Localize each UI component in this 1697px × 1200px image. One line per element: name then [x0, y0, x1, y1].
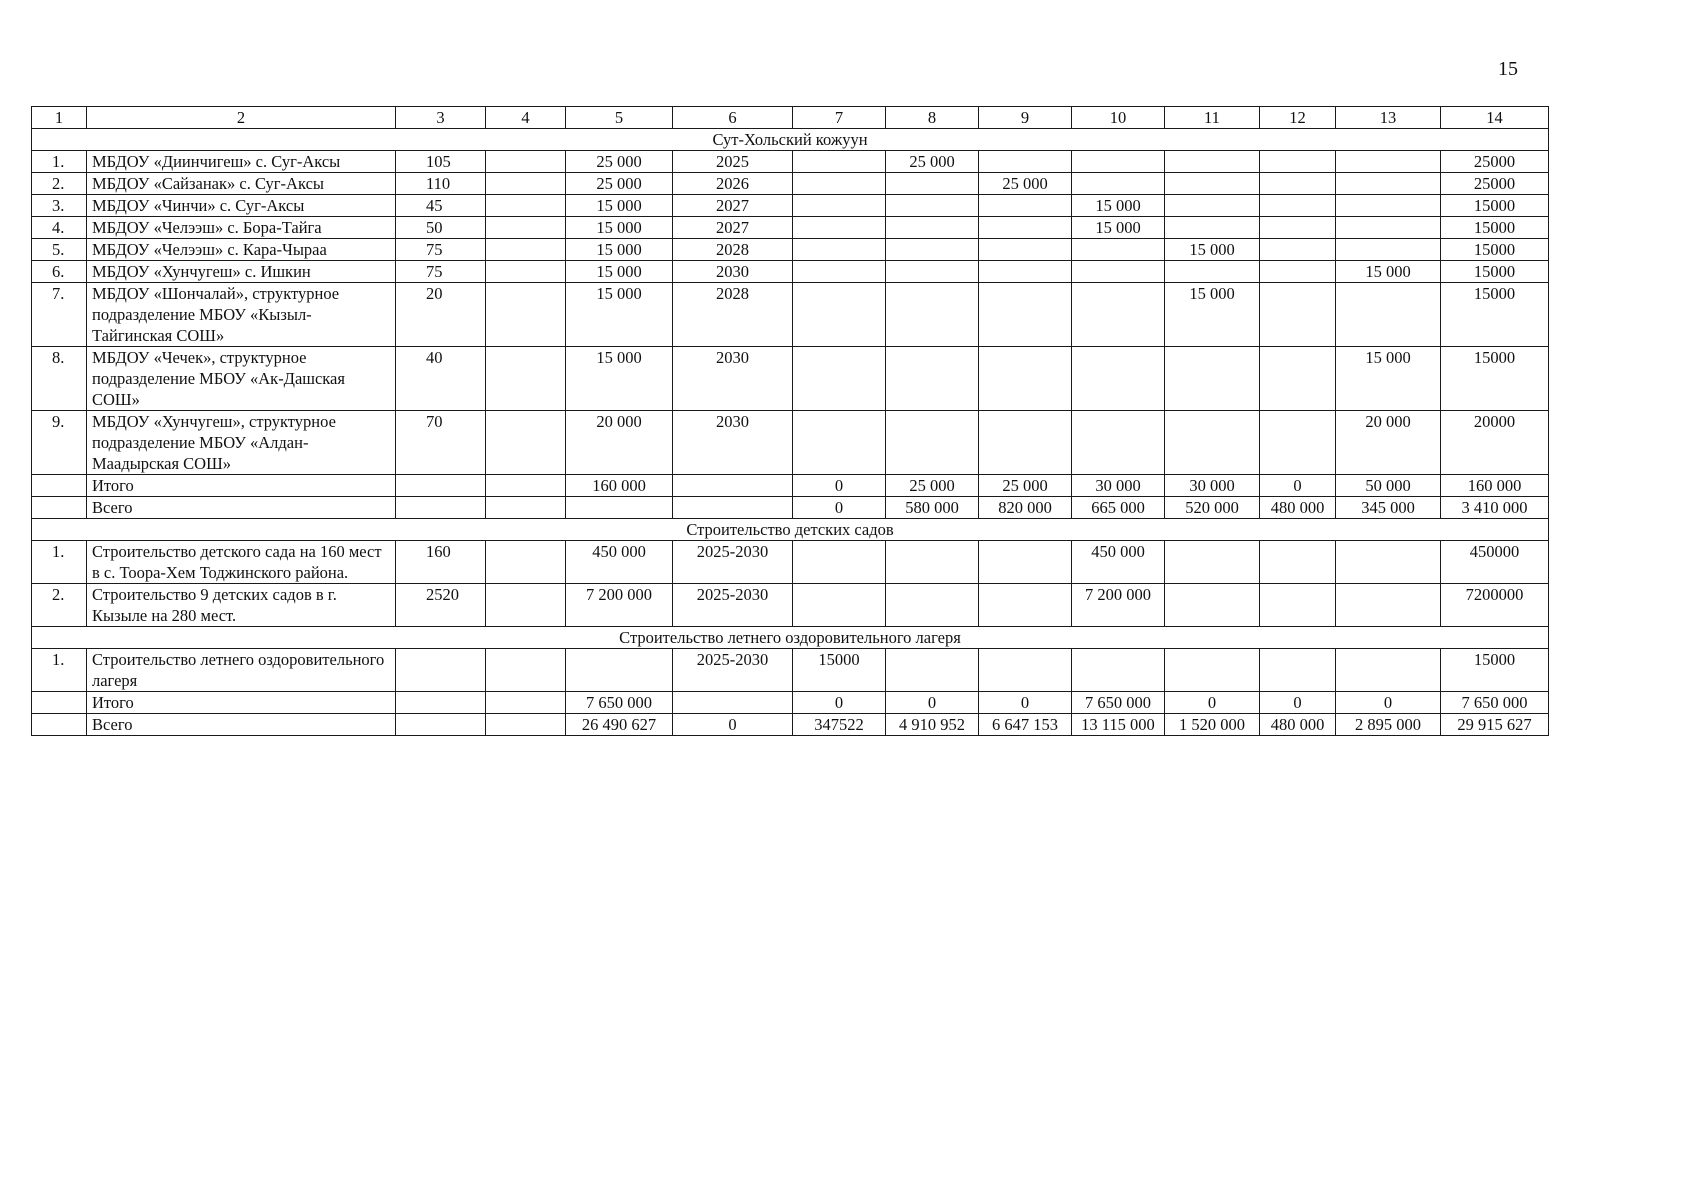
- cell-col-11: 15 000: [1165, 283, 1260, 347]
- cell-col-9: 820 000: [979, 497, 1072, 519]
- cell-col-9: [979, 411, 1072, 475]
- cell-col-5: 25 000: [566, 151, 673, 173]
- cell-col-6: 2025-2030: [673, 649, 793, 692]
- cell-col-7: [793, 261, 886, 283]
- cell-col-8: 0: [886, 692, 979, 714]
- cell-col-7: [793, 217, 886, 239]
- cell-col-4: [486, 714, 566, 736]
- row-name: Строительство детского сада на 160 мест в с. Тоора-Хем Тоджинского района.: [87, 541, 396, 584]
- row-name: МБДОУ «Сайзанак» с. Суг-Аксы: [87, 173, 396, 195]
- table-row: [32, 584, 1549, 627]
- cell-col-9: [979, 217, 1072, 239]
- cell-col-5: 7 200 000: [566, 584, 673, 627]
- cell-col-5: 15 000: [566, 239, 673, 261]
- cell-col-12: [1260, 283, 1336, 347]
- cell-col-10: 7 200 000: [1072, 584, 1165, 627]
- cell-col-7: [793, 239, 886, 261]
- cell-col-14: 15000: [1441, 195, 1549, 217]
- cell-col-10: 450 000: [1072, 541, 1165, 584]
- cell-col-13: [1336, 195, 1441, 217]
- cell-col-14: 3 410 000: [1441, 497, 1549, 519]
- row-number: [32, 692, 87, 714]
- cell-col-13: [1336, 239, 1441, 261]
- cell-col-10: 7 650 000: [1072, 692, 1165, 714]
- cell-col-8: [886, 411, 979, 475]
- cell-col-10: 665 000: [1072, 497, 1165, 519]
- cell-col-12: [1260, 261, 1336, 283]
- table-body: [32, 129, 1549, 736]
- cell-col-3: 105: [396, 151, 486, 173]
- cell-col-3: 2520: [396, 584, 486, 627]
- cell-col-5: 160 000: [566, 475, 673, 497]
- cell-col-5: [566, 497, 673, 519]
- column-header: 11: [1165, 107, 1260, 129]
- cell-col-10: [1072, 283, 1165, 347]
- cell-col-3: 75: [396, 261, 486, 283]
- cell-col-4: [486, 541, 566, 584]
- cell-col-14: 15000: [1441, 347, 1549, 411]
- cell-col-13: 15 000: [1336, 347, 1441, 411]
- column-header: 2: [87, 107, 396, 129]
- table-row: [32, 261, 1549, 283]
- cell-col-5: 15 000: [566, 217, 673, 239]
- column-header: 14: [1441, 107, 1549, 129]
- cell-col-6: [673, 497, 793, 519]
- cell-col-10: 15 000: [1072, 217, 1165, 239]
- cell-col-11: [1165, 261, 1260, 283]
- row-number: 8.: [32, 347, 87, 411]
- cell-col-14: 15000: [1441, 261, 1549, 283]
- cell-col-6: 2025-2030: [673, 584, 793, 627]
- cell-col-11: 1 520 000: [1165, 714, 1260, 736]
- cell-col-13: 15 000: [1336, 261, 1441, 283]
- cell-col-11: 0: [1165, 692, 1260, 714]
- cell-col-9: 0: [979, 692, 1072, 714]
- row-name: Строительство летнего оздоровительного лагеря: [87, 649, 396, 692]
- total-label: Итого: [87, 475, 396, 497]
- section-title: Сут-Хольский кожуун: [32, 129, 1549, 151]
- row-number: 1.: [32, 541, 87, 584]
- cell-col-12: [1260, 411, 1336, 475]
- cell-col-8: [886, 239, 979, 261]
- cell-col-14: 450000: [1441, 541, 1549, 584]
- cell-col-6: 2030: [673, 411, 793, 475]
- row-number: [32, 497, 87, 519]
- cell-col-6: 2030: [673, 261, 793, 283]
- cell-col-14: 15000: [1441, 217, 1549, 239]
- row-name: МБДОУ «Чечек», структурное подразделение МБОУ «Ак-Дашская СОШ»: [87, 347, 396, 411]
- cell-col-5: 15 000: [566, 261, 673, 283]
- total-label: Всего: [87, 714, 396, 736]
- cell-col-4: [486, 649, 566, 692]
- cell-col-3: 110: [396, 173, 486, 195]
- cell-col-12: [1260, 584, 1336, 627]
- cell-col-14: 20000: [1441, 411, 1549, 475]
- column-header: 5: [566, 107, 673, 129]
- cell-col-4: [486, 173, 566, 195]
- cell-col-11: [1165, 173, 1260, 195]
- cell-col-13: [1336, 584, 1441, 627]
- cell-col-14: 15000: [1441, 283, 1549, 347]
- column-header: 4: [486, 107, 566, 129]
- row-name: МБДОУ «Чинчи» с. Суг-Аксы: [87, 195, 396, 217]
- section-title-row: [32, 129, 1549, 151]
- cell-col-5: 15 000: [566, 283, 673, 347]
- cell-col-12: [1260, 239, 1336, 261]
- cell-col-13: [1336, 217, 1441, 239]
- cell-col-9: 25 000: [979, 173, 1072, 195]
- cell-col-9: [979, 347, 1072, 411]
- cell-col-14: 7200000: [1441, 584, 1549, 627]
- cell-col-6: 2030: [673, 347, 793, 411]
- cell-col-8: [886, 649, 979, 692]
- section-title-row: [32, 627, 1549, 649]
- row-number: 9.: [32, 411, 87, 475]
- cell-col-4: [486, 239, 566, 261]
- cell-col-3: 75: [396, 239, 486, 261]
- cell-col-5: 25 000: [566, 173, 673, 195]
- cell-col-4: [486, 283, 566, 347]
- cell-col-11: [1165, 151, 1260, 173]
- table-row: [32, 173, 1549, 195]
- section-title-row: [32, 519, 1549, 541]
- cell-col-10: [1072, 173, 1165, 195]
- cell-col-14: 15000: [1441, 239, 1549, 261]
- row-number: 6.: [32, 261, 87, 283]
- cell-col-14: 160 000: [1441, 475, 1549, 497]
- cell-col-3: [396, 692, 486, 714]
- cell-col-13: 20 000: [1336, 411, 1441, 475]
- column-header-row: [32, 107, 1549, 129]
- column-header: 3: [396, 107, 486, 129]
- row-name: МБДОУ «Диинчигеш» с. Суг-Аксы: [87, 151, 396, 173]
- cell-col-10: [1072, 151, 1165, 173]
- cell-col-7: 0: [793, 692, 886, 714]
- section-title: Строительство летнего оздоровительного лагеря: [32, 627, 1549, 649]
- row-number: 3.: [32, 195, 87, 217]
- cell-col-4: [486, 217, 566, 239]
- cell-col-4: [486, 497, 566, 519]
- cell-col-11: 30 000: [1165, 475, 1260, 497]
- cell-col-7: [793, 584, 886, 627]
- column-header: 8: [886, 107, 979, 129]
- cell-col-4: [486, 347, 566, 411]
- cell-col-4: [486, 261, 566, 283]
- cell-col-10: [1072, 261, 1165, 283]
- cell-col-12: 0: [1260, 692, 1336, 714]
- cell-col-7: 347522: [793, 714, 886, 736]
- cell-col-6: 2028: [673, 239, 793, 261]
- column-header: 10: [1072, 107, 1165, 129]
- row-number: 2.: [32, 173, 87, 195]
- table-row: [32, 541, 1549, 584]
- row-number: 1.: [32, 649, 87, 692]
- column-header: 7: [793, 107, 886, 129]
- cell-col-12: [1260, 347, 1336, 411]
- cell-col-12: [1260, 541, 1336, 584]
- cell-col-12: [1260, 195, 1336, 217]
- cell-col-3: 70: [396, 411, 486, 475]
- cell-col-7: [793, 347, 886, 411]
- cell-col-6: [673, 692, 793, 714]
- cell-col-4: [486, 411, 566, 475]
- cell-col-3: [396, 649, 486, 692]
- row-name: МБДОУ «Хунчугеш», структурное подразделение МБОУ «Алдан-Маадырская СОШ»: [87, 411, 396, 475]
- cell-col-12: 480 000: [1260, 497, 1336, 519]
- cell-col-10: [1072, 649, 1165, 692]
- row-name: МБДОУ «Челээш» с. Бора-Тайга: [87, 217, 396, 239]
- cell-col-9: [979, 584, 1072, 627]
- cell-col-4: [486, 475, 566, 497]
- cell-col-5: 450 000: [566, 541, 673, 584]
- cell-col-7: [793, 151, 886, 173]
- row-number: 7.: [32, 283, 87, 347]
- cell-col-3: 20: [396, 283, 486, 347]
- cell-col-9: [979, 239, 1072, 261]
- cell-col-11: 15 000: [1165, 239, 1260, 261]
- cell-col-12: [1260, 217, 1336, 239]
- cell-col-9: [979, 649, 1072, 692]
- cell-col-4: [486, 584, 566, 627]
- cell-col-13: [1336, 173, 1441, 195]
- cell-col-4: [486, 151, 566, 173]
- cell-col-11: [1165, 584, 1260, 627]
- cell-col-6: 2027: [673, 195, 793, 217]
- total-row: [32, 714, 1549, 736]
- cell-col-7: 15000: [793, 649, 886, 692]
- row-number: 5.: [32, 239, 87, 261]
- cell-col-3: [396, 497, 486, 519]
- cell-col-13: [1336, 541, 1441, 584]
- column-header: 6: [673, 107, 793, 129]
- cell-col-7: [793, 283, 886, 347]
- cell-col-12: [1260, 649, 1336, 692]
- cell-col-10: [1072, 239, 1165, 261]
- total-row: [32, 475, 1549, 497]
- row-number: [32, 475, 87, 497]
- row-number: [32, 714, 87, 736]
- cell-col-7: 0: [793, 497, 886, 519]
- table-row: [32, 347, 1549, 411]
- column-header: 9: [979, 107, 1072, 129]
- cell-col-3: 45: [396, 195, 486, 217]
- column-header: 13: [1336, 107, 1441, 129]
- cell-col-4: [486, 692, 566, 714]
- cell-col-13: [1336, 151, 1441, 173]
- cell-col-13: [1336, 283, 1441, 347]
- cell-col-7: [793, 195, 886, 217]
- cell-col-8: [886, 283, 979, 347]
- cell-col-6: 2025: [673, 151, 793, 173]
- cell-col-13: 2 895 000: [1336, 714, 1441, 736]
- cell-col-10: 30 000: [1072, 475, 1165, 497]
- cell-col-6: 2026: [673, 173, 793, 195]
- cell-col-12: [1260, 173, 1336, 195]
- cell-col-3: [396, 714, 486, 736]
- row-number: 2.: [32, 584, 87, 627]
- row-name: МБДОУ «Хунчугеш» с. Ишкин: [87, 261, 396, 283]
- cell-col-12: 0: [1260, 475, 1336, 497]
- cell-col-6: 2027: [673, 217, 793, 239]
- table-row: [32, 411, 1549, 475]
- cell-col-7: [793, 411, 886, 475]
- cell-col-3: 50: [396, 217, 486, 239]
- cell-col-5: 7 650 000: [566, 692, 673, 714]
- cell-col-11: [1165, 649, 1260, 692]
- cell-col-7: [793, 541, 886, 584]
- table-row: [32, 217, 1549, 239]
- cell-col-6: 0: [673, 714, 793, 736]
- cell-col-14: 25000: [1441, 151, 1549, 173]
- cell-col-8: [886, 261, 979, 283]
- cell-col-8: [886, 347, 979, 411]
- cell-col-10: 15 000: [1072, 195, 1165, 217]
- cell-col-13: [1336, 649, 1441, 692]
- column-header: 12: [1260, 107, 1336, 129]
- cell-col-9: [979, 541, 1072, 584]
- row-name: МБДОУ «Шончалай», структурное подразделение МБОУ «Кызыл-Тайгинская СОШ»: [87, 283, 396, 347]
- column-header: 1: [32, 107, 87, 129]
- cell-col-6: 2028: [673, 283, 793, 347]
- cell-col-3: 40: [396, 347, 486, 411]
- cell-col-7: 0: [793, 475, 886, 497]
- cell-col-9: 25 000: [979, 475, 1072, 497]
- cell-col-9: 6 647 153: [979, 714, 1072, 736]
- cell-col-8: [886, 173, 979, 195]
- cell-col-5: 15 000: [566, 195, 673, 217]
- cell-col-3: [396, 475, 486, 497]
- cell-col-8: [886, 195, 979, 217]
- cell-col-13: 345 000: [1336, 497, 1441, 519]
- row-number: 4.: [32, 217, 87, 239]
- cell-col-11: 520 000: [1165, 497, 1260, 519]
- cell-col-14: 15000: [1441, 649, 1549, 692]
- table-row: [32, 239, 1549, 261]
- cell-col-5: 15 000: [566, 347, 673, 411]
- cell-col-11: [1165, 195, 1260, 217]
- cell-col-5: 20 000: [566, 411, 673, 475]
- cell-col-11: [1165, 411, 1260, 475]
- table-row: [32, 195, 1549, 217]
- cell-col-10: 13 115 000: [1072, 714, 1165, 736]
- table-row: [32, 649, 1549, 692]
- cell-col-9: [979, 261, 1072, 283]
- cell-col-11: [1165, 217, 1260, 239]
- cell-col-10: [1072, 347, 1165, 411]
- table-row: [32, 151, 1549, 173]
- cell-col-9: [979, 283, 1072, 347]
- row-number: 1.: [32, 151, 87, 173]
- section-title: Строительство детских садов: [32, 519, 1549, 541]
- cell-col-5: [566, 649, 673, 692]
- cell-col-8: [886, 541, 979, 584]
- cell-col-8: [886, 217, 979, 239]
- cell-col-7: [793, 173, 886, 195]
- cell-col-9: [979, 195, 1072, 217]
- total-row: [32, 692, 1549, 714]
- page-number: 15: [1498, 58, 1518, 80]
- cell-col-12: [1260, 151, 1336, 173]
- budget-table: [31, 106, 1549, 736]
- cell-col-8: 25 000: [886, 475, 979, 497]
- cell-col-12: 480 000: [1260, 714, 1336, 736]
- cell-col-6: 2025-2030: [673, 541, 793, 584]
- cell-col-13: 0: [1336, 692, 1441, 714]
- total-label: Итого: [87, 692, 396, 714]
- cell-col-8: 4 910 952: [886, 714, 979, 736]
- row-name: Строительство 9 детских садов в г. Кызыле на 280 мест.: [87, 584, 396, 627]
- row-name: МБДОУ «Челээш» с. Кара-Чыраа: [87, 239, 396, 261]
- cell-col-11: [1165, 541, 1260, 584]
- cell-col-13: 50 000: [1336, 475, 1441, 497]
- cell-col-9: [979, 151, 1072, 173]
- cell-col-6: [673, 475, 793, 497]
- total-label: Всего: [87, 497, 396, 519]
- cell-col-8: 25 000: [886, 151, 979, 173]
- table-row: [32, 283, 1549, 347]
- cell-col-14: 7 650 000: [1441, 692, 1549, 714]
- total-row: [32, 497, 1549, 519]
- cell-col-8: [886, 584, 979, 627]
- cell-col-10: [1072, 411, 1165, 475]
- cell-col-14: 25000: [1441, 173, 1549, 195]
- cell-col-3: 160: [396, 541, 486, 584]
- cell-col-5: 26 490 627: [566, 714, 673, 736]
- cell-col-11: [1165, 347, 1260, 411]
- cell-col-4: [486, 195, 566, 217]
- cell-col-8: 580 000: [886, 497, 979, 519]
- cell-col-14: 29 915 627: [1441, 714, 1549, 736]
